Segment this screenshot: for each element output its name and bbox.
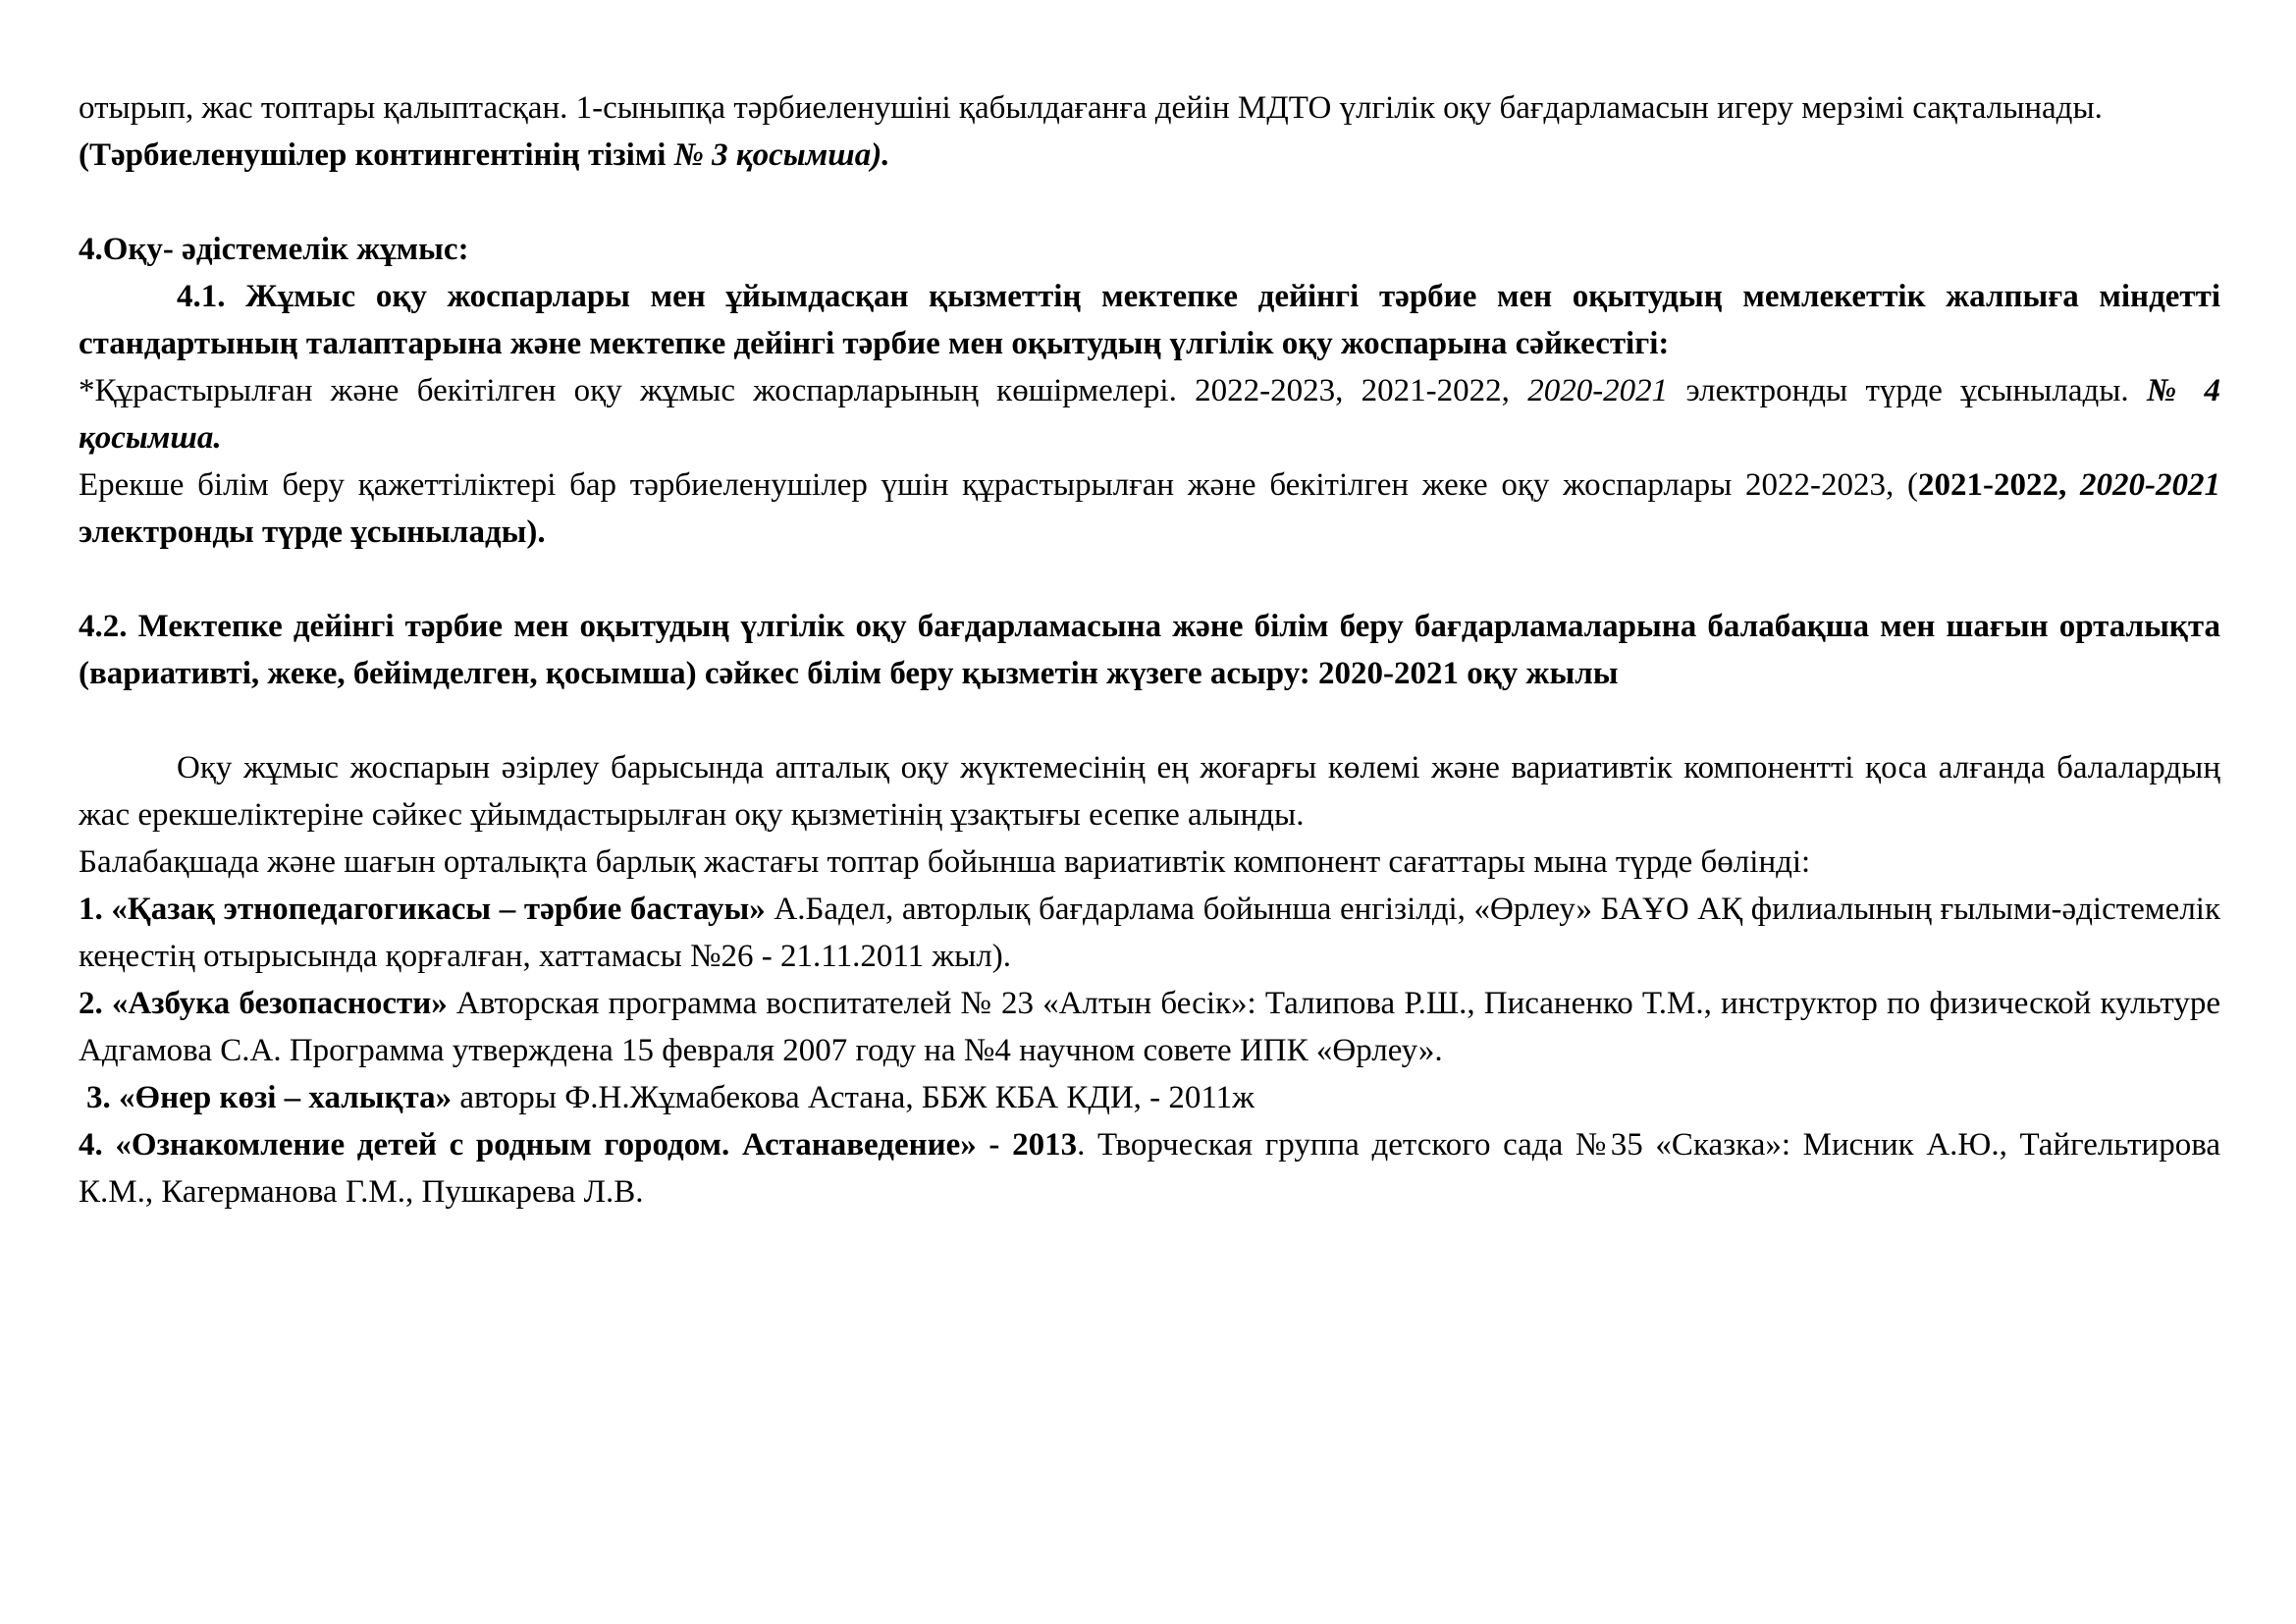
list-item-text: . Творческая группа детского сада №35 «Сказка»: Мисник А.Ю., Тайгельтирова К.М., Кагерманова Г.М., Пушкарева Л.В.: [79, 1127, 2220, 1210]
text-segment: электронды түрде ұсынылады.: [1668, 373, 2147, 408]
list-item-title-bold: 1. «Қазақ этнопедагогикасы – тәрбие бастауы»: [79, 892, 766, 927]
text-segment: Балабақшада және шағын орталықта барлық жастағы топтар бойынша вариативтік компонент сағаттары мына түрде бөлінді:: [79, 844, 1811, 880]
paragraph-balabaksha: [79, 839, 2220, 886]
text-segment-bold: 4.1. Жұмыс оқу жоспарлары мен ұйымдасқан қызметтің мектепке дейінгі тәрбие мен оқытудың мемлекеттік жалпыға міндетті стандартының талаптарына және мектепке дейінгі тәрбие мен оқытудың үлгілік оқу жоспарына сәйкестігі:: [79, 279, 2220, 361]
heading-text: 4.Оқу- әдістемелік жұмыс:: [79, 232, 469, 267]
list-item-title-bold: 2. «Азбука безопасности»: [79, 986, 448, 1021]
text-segment-bold: (Тәрбиеленушілер контингентінің тізімі: [79, 137, 674, 173]
text-segment: *Құрастырылған және бекітілген оқу жұмыс жоспарларының көшірмелері. 2022-2023, 2021-2022,: [79, 373, 1528, 408]
text-segment-bold-italic: № 4 қосымша.: [79, 373, 2220, 456]
list-item-3: [79, 1074, 2220, 1121]
text-segment: отырып, жас топтары қалыптасқан. 1-сыныпқа тәрбиеленушіні қабылдағанға дейін МДТО үлгілік оқу бағдарламасын игеру мерзімі сақталынады.: [79, 90, 2103, 126]
text-segment-bold-italic: 2020-2021: [2080, 467, 2220, 503]
list-item-4: [79, 1121, 2220, 1216]
text-segment-bold: 4.2. Мектепке дейінгі тәрбие мен оқытудың үлгілік оқу бағдарламасына және білім беру бағдарламаларына балабақша мен шағын орталықта (вариативті, жеке, бейімделген, қосымша) сәйкес білім беру қызметін жүзеге асыру: 2020-2021 оқу жылы: [79, 609, 2220, 691]
list-item-text: Авторская программа воспитателей № 23 «Алтын бесік»: Талипова Р.Ш., Писаненко Т.М., инструктор по физической культуре Адгамова С.А. Программа утверждена 15 февраля 2007 году на №4 научном совете ИПК «Өрлеу».: [79, 986, 2220, 1068]
paragraph-contingent-note: [79, 132, 2220, 179]
text-segment: Ерекше білім беру қажеттіліктері бар тәрбиеленушілер үшін құрастырылған және бекітілген жеке оқу жоспарлары 2022-2023, (: [79, 467, 1918, 503]
text-segment: Оқу жұмыс жоспарын әзірлеу барысында апталық оқу жүктемесінің ең жоғарғы көлемі және вариативтік компонентті қоса алғанда балалардың жас ерекшеліктеріне сәйкес ұйымдастырылған оқу қызметінің ұзақтығы есепке алынды.: [79, 750, 2220, 833]
list-item-title-bold: 4. «Ознакомление детей с родным городом. Астанаведение» - 2013: [79, 1127, 1078, 1163]
list-item-1: [79, 886, 2220, 980]
paragraph-kurastyrylgan: [79, 367, 2220, 461]
text-segment-italic: 2020-2021: [1527, 373, 1669, 408]
list-item-text: А.Бадел, авторлық бағдарлама бойынша енгізілді, «Өрлеу» БАҰО АҚ филиалының ғылыми-әдістемелік кеңестің отырысында қорғалған, хаттамасы №26 - 21.11.2011 жыл).: [79, 892, 2220, 974]
text-segment-bold: электронды түрде ұсынылады).: [79, 514, 546, 550]
list-item-title-bold: 3. «Өнер көзі – халықта»: [86, 1080, 453, 1115]
list-item-2: [79, 980, 2220, 1074]
paragraph-oku-zhumys: [79, 744, 2220, 839]
paragraph-4-1: [79, 273, 2220, 367]
paragraph-intro-continuation: [79, 84, 2220, 132]
list-item-text: авторы Ф.Н.Жұмабекова Астана, ББЖ КБА КДИ, - 2011ж: [452, 1080, 1255, 1115]
text-segment-bold-italic: № 3 қосымша).: [673, 137, 890, 173]
text-segment-bold: 2021-2022,: [1918, 467, 2080, 503]
heading-section-4: [79, 226, 2220, 273]
paragraph-4-2: [79, 603, 2220, 697]
paragraph-erekshe: [79, 461, 2220, 556]
